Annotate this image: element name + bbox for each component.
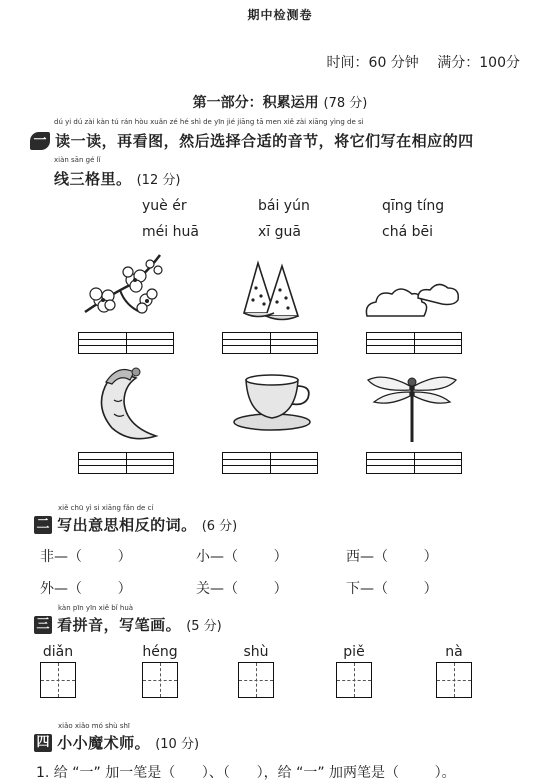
answer-grid-3[interactable] bbox=[366, 332, 462, 354]
syllable-pie: piě bbox=[343, 644, 365, 660]
moon-icon bbox=[90, 364, 162, 444]
syllable-heng: héng bbox=[142, 644, 178, 660]
antonym-item-2[interactable]: 小—（ ） bbox=[196, 549, 288, 565]
time-info bbox=[321, 52, 520, 72]
section2-text: 写出意思相反的词。 bbox=[57, 516, 197, 534]
antonym-item-3[interactable]: 西—（ ） bbox=[346, 549, 438, 565]
option-yue-er: yuè ér bbox=[142, 198, 187, 214]
section3-pinyin: kàn pīn yīn xiě bǐ huà bbox=[58, 604, 134, 612]
section2-points: (6 分) bbox=[201, 519, 238, 534]
section1-pinyin-line2: xiàn sān gé lǐ bbox=[54, 156, 101, 164]
section4-question-1[interactable]: 1. 给 “一” 加一笔是（ ）、（ ），给 “一” 加两笔是（ ）。 bbox=[36, 765, 456, 781]
antonym-item-1[interactable]: 非—（ ） bbox=[40, 549, 132, 565]
teacup-icon bbox=[230, 374, 320, 434]
section1-pinyin-line1: dú yi dú zài kàn tú rán hòu xuǎn zé hé shì de yīn jié jiāng tā men xiě zài xiāng yìng de sì bbox=[54, 118, 364, 126]
watermelon-icon bbox=[236, 258, 306, 320]
syllable-dian: diǎn bbox=[42, 644, 74, 660]
dragonfly-icon bbox=[364, 370, 460, 446]
section2-number: 二 bbox=[34, 516, 52, 534]
answer-grid-4[interactable] bbox=[78, 452, 174, 474]
syllable-shu: shù bbox=[243, 644, 269, 660]
option-bai-yun: bái yún bbox=[258, 198, 310, 214]
option-qing-ting: qīng tíng bbox=[382, 198, 445, 214]
option-xi-gua: xī guā bbox=[258, 224, 301, 240]
answer-grid-1[interactable] bbox=[78, 332, 174, 354]
section2-pinyin: xiě chū yì si xiāng fǎn de cí bbox=[58, 504, 154, 512]
section4-heading bbox=[34, 732, 199, 753]
answer-grid-2[interactable] bbox=[222, 332, 318, 354]
cloud-icon bbox=[362, 278, 462, 323]
section4-text: 小小魔术师。 bbox=[57, 734, 151, 752]
option-cha-bei: chá bēi bbox=[382, 224, 433, 240]
antonym-item-6[interactable]: 下—（ ） bbox=[346, 581, 438, 597]
section4-number: 四 bbox=[34, 734, 52, 752]
stroke-box-3[interactable] bbox=[238, 662, 274, 698]
full-score: 满分：100分 bbox=[437, 55, 520, 71]
answer-grid-5[interactable] bbox=[222, 452, 318, 474]
stroke-box-5[interactable] bbox=[436, 662, 472, 698]
stroke-box-2[interactable] bbox=[142, 662, 178, 698]
section3-number: 三 bbox=[34, 616, 52, 634]
option-mei-hua: méi huā bbox=[142, 224, 199, 240]
plum-blossom-icon bbox=[80, 250, 170, 320]
section1-text-line2: 线三格里。 bbox=[54, 170, 132, 188]
document-title: 期中检测卷 bbox=[247, 8, 313, 22]
section2-heading bbox=[34, 514, 237, 535]
section1-text-line1: 读一读，再看图，然后选择合适的音节，将它们写在相应的四 bbox=[55, 132, 474, 150]
answer-grid-6[interactable] bbox=[366, 452, 462, 474]
section4-pinyin: xiǎo xiǎo mó shù shī bbox=[58, 722, 130, 730]
syllable-na: nà bbox=[445, 644, 463, 660]
antonym-item-4[interactable]: 外—（ ） bbox=[40, 581, 132, 597]
section3-points: (5 分) bbox=[186, 619, 222, 634]
antonym-item-5[interactable]: 关—（ ） bbox=[196, 581, 288, 597]
section3-heading bbox=[34, 614, 222, 635]
part-title-text: 第一部分：积累运用 bbox=[192, 95, 319, 111]
section1-number: 一 bbox=[30, 132, 50, 150]
time-limit: 时间：60 分钟 bbox=[326, 55, 419, 71]
section1-heading bbox=[30, 130, 474, 151]
section3-text: 看拼音，写笔画。 bbox=[57, 616, 182, 634]
section1-points: (12 分) bbox=[136, 173, 181, 188]
stroke-box-1[interactable] bbox=[40, 662, 76, 698]
part-points: (78 分) bbox=[323, 96, 368, 111]
stroke-box-4[interactable] bbox=[336, 662, 372, 698]
part-title bbox=[0, 92, 560, 112]
section1-heading-line2 bbox=[54, 168, 180, 189]
section4-points: (10 分) bbox=[155, 737, 200, 752]
